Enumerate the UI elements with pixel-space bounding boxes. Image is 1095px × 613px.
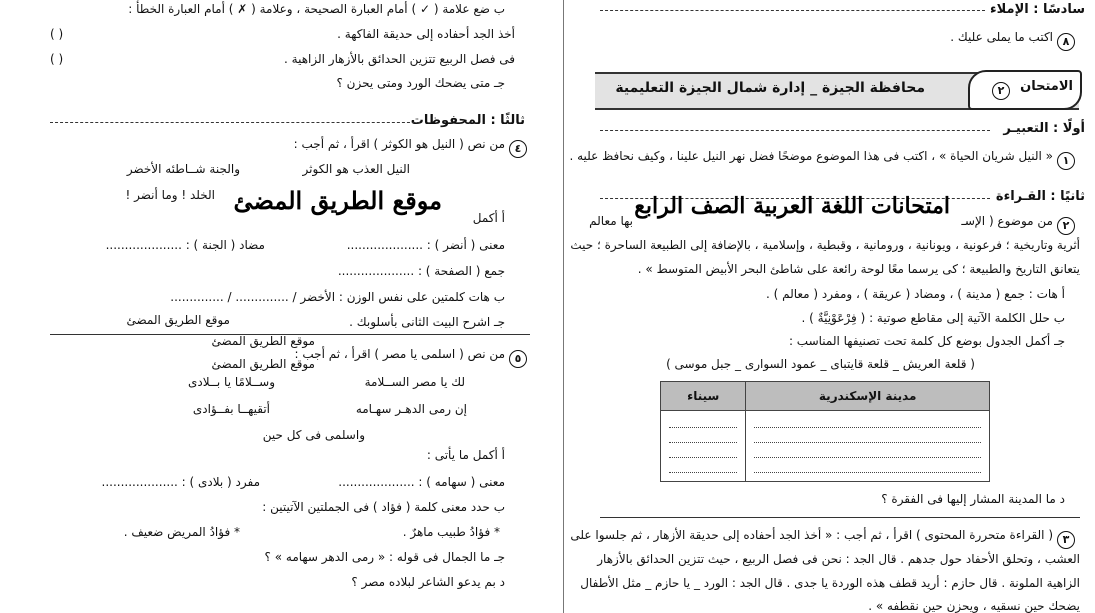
q5-number: ٥ bbox=[509, 347, 527, 368]
q1-text: « النيل شريان الحياة » ، اكتب فى هذا الموضوع موضحًا فضل نهر النيل علينا ، وكيف نحافظ عليه . bbox=[569, 149, 1053, 163]
poem1-c: الخلد ! وما أنضر ! bbox=[125, 188, 215, 202]
q4-a: أ أكمل bbox=[472, 211, 505, 225]
q4-number: ٤ bbox=[509, 137, 527, 158]
badge-number: ٢ bbox=[992, 79, 1010, 100]
q2-a: أ هات : جمع ( مدينة ) ، ومضاد ( عريقة ) ، ومفرد ( معالم ) . bbox=[765, 287, 1065, 301]
q3-line3: الزاهية الملونة . قال حازم : أريد قطف هذه الوردة يا جدى . قال الجد : الورد _ يا حازم _ مثل الأطفال bbox=[580, 576, 1080, 590]
q8-text: اكتب ما يملى عليك . bbox=[950, 30, 1053, 44]
tf-item-2: فى فصل الربيع تتزين الحدائق بالأزهار الزاهية . bbox=[284, 52, 515, 66]
poem2-2a: إن رمى الدهـر سهـامه bbox=[355, 402, 467, 416]
table-header-alexandria: مدينة الإسكندرية bbox=[746, 382, 990, 411]
q2-words: ( قلعة العريش _ قلعة قايتباى _ عمود السوارى _ جبل موسى ) bbox=[666, 357, 975, 371]
watermark-title: امتحانات اللغة العربية الصف الرابع bbox=[634, 193, 950, 219]
divider bbox=[50, 122, 420, 123]
table-header-sinai: سيناء bbox=[661, 382, 746, 411]
q2-line1-end: بها معالم bbox=[589, 214, 633, 228]
q2-d: د ما المدينة المشار إليها فى الفقرة ؟ bbox=[881, 492, 1065, 506]
tf-bracket-1[interactable]: ( ) bbox=[50, 27, 64, 41]
watermark-big: موقع الطريق المضئ bbox=[233, 186, 442, 215]
q4-a3[interactable]: جمع ( الصفحة ) : .................... bbox=[337, 264, 505, 278]
q5-a1[interactable]: معنى ( سهامه ) : .................... bbox=[338, 475, 505, 489]
badge-label: الامتحان bbox=[1020, 79, 1073, 94]
q3-line2: العشب ، وتحلق الأحفاد حول جدهم . قال الجد : نحن فى فصل الربيع ، حيث تتزين الحدائق بالأزهار bbox=[597, 552, 1080, 566]
q5-d: د بم يدعو الشاعر لبلاده مصر ؟ bbox=[351, 575, 505, 589]
banner-title: محافظة الجيزة _ إدارة شمال الجيزة التعليمية bbox=[615, 80, 925, 96]
q3-line4: يضحك حين نسقيه ، ويحزن حين نقطفه » . bbox=[868, 599, 1080, 613]
poem2-1b: وســلامًا يا بــلادى bbox=[187, 375, 275, 389]
q5-head: من نص ( اسلمى يا مصر ) اقرأ ، ثم أجب : bbox=[294, 347, 505, 361]
poem2-3: واسلمى فى كل حين bbox=[262, 428, 365, 442]
divider bbox=[600, 130, 990, 131]
q8-number: ٨ bbox=[1057, 30, 1075, 51]
q2-line3: يتعانق التاريخ والطبيعة ؛ كى يرسما معًا لوحة رائعة على شاطئ البحر الأبيض المتوسط » . bbox=[637, 262, 1080, 276]
q4-a1[interactable]: معنى ( أنضر ) : .................... bbox=[346, 238, 505, 252]
table-cell-sinai[interactable] bbox=[661, 411, 746, 482]
q2-number: ٢ bbox=[1057, 214, 1075, 235]
watermark-small-3: موقع الطريق المضئ bbox=[211, 357, 315, 371]
q5-a2[interactable]: مفرد ( بلادى ) : .................... bbox=[101, 475, 260, 489]
divider bbox=[600, 517, 1080, 518]
table-cell-alexandria[interactable] bbox=[746, 411, 990, 482]
q3-line1: ( القراءة متحررة المحتوى ) اقرأ ، ثم أجب : « أخذ الجد أحفاده إلى حديقة الأزهار ، ثم جلسوا على bbox=[570, 528, 1053, 542]
q-c: جـ متى يضحك الورد ومتى يحزن ؟ bbox=[336, 76, 505, 90]
q-b-head: ب ضع علامة ( ✓ ) أمام العبارة الصحيحة ، وعلامة ( ✗ ) أمام العبارة الخطأ : bbox=[128, 2, 505, 16]
section-6-title: سادسًا : الإملاء bbox=[990, 2, 1085, 17]
poem2-2b: أتقيهــا بفــؤادى bbox=[192, 402, 270, 416]
q2-line1-start: من موضوع ( الإسـ bbox=[961, 214, 1053, 228]
page-fold bbox=[563, 0, 564, 613]
q2-c: جـ أكمل الجدول بوضع كل كلمة تحت تصنيفها المناسب : bbox=[788, 334, 1065, 348]
q2-b: ب حلل الكلمة الآتية إلى مقاطع صوتية : ( فِرْعَوْنِيَّةٌ ) . bbox=[801, 311, 1065, 325]
q5-c: جـ ما الجمال فى قوله : « رمى الدهر سهامه » ؟ bbox=[264, 550, 505, 564]
divider bbox=[600, 10, 985, 11]
section-2-title: ثانيًا : القـراءة bbox=[995, 189, 1085, 204]
poem1-b: والجنة شــاطئه الأخضر bbox=[126, 162, 240, 176]
q5-b1: * فؤادُ طبيب ماهرٌ . bbox=[402, 525, 500, 539]
q5-b2: * فؤادُ المريض ضعيف . bbox=[123, 525, 240, 539]
poem1-a: النيل العذب هو الكوثر bbox=[302, 162, 410, 176]
tf-item-1: أخذ الجد أحفاده إلى حديقة الفاكهة . bbox=[337, 27, 515, 41]
q4-b[interactable]: ب هات كلمتين على نفس الوزن : الأخضر / .............. / .............. bbox=[170, 290, 505, 304]
tf-bracket-2[interactable]: ( ) bbox=[50, 52, 64, 66]
q4-a2[interactable]: مضاد ( الجنة ) : .................... bbox=[105, 238, 265, 252]
section-3-title: ثالثًا : المحفوظات bbox=[410, 113, 525, 128]
q4-c: جـ اشرح البيت الثانى بأسلوبك . bbox=[349, 315, 505, 329]
q1-number: ١ bbox=[1057, 149, 1075, 170]
poem2-1a: لك يا مصر الســلامة bbox=[364, 375, 465, 389]
q5-a: أ أكمل ما يأتى : bbox=[426, 448, 505, 462]
classification-table bbox=[660, 381, 990, 482]
q2-line2: أثرية وتاريخية ؛ فرعونية ، ويونانية ، ورومانية ، وقبطية ، وإسلامية ، بالإضافة إلى الطبيعة الساحرة ؛ حيث bbox=[570, 238, 1080, 252]
q4-head: من نص ( النيل هو الكوثر ) اقرأ ، ثم أجب : bbox=[293, 137, 505, 151]
watermark-small-1: موقع الطريق المضئ bbox=[126, 313, 230, 327]
q3-number: ٣ bbox=[1057, 528, 1075, 549]
watermark-small-2: موقع الطريق المضئ bbox=[211, 334, 315, 348]
section-1-title: أولًا : التعبيـر bbox=[1003, 121, 1085, 136]
q5-b: ب حدد معنى كلمة ( فؤاد ) فى الجملتين الآتيتين : bbox=[262, 500, 505, 514]
